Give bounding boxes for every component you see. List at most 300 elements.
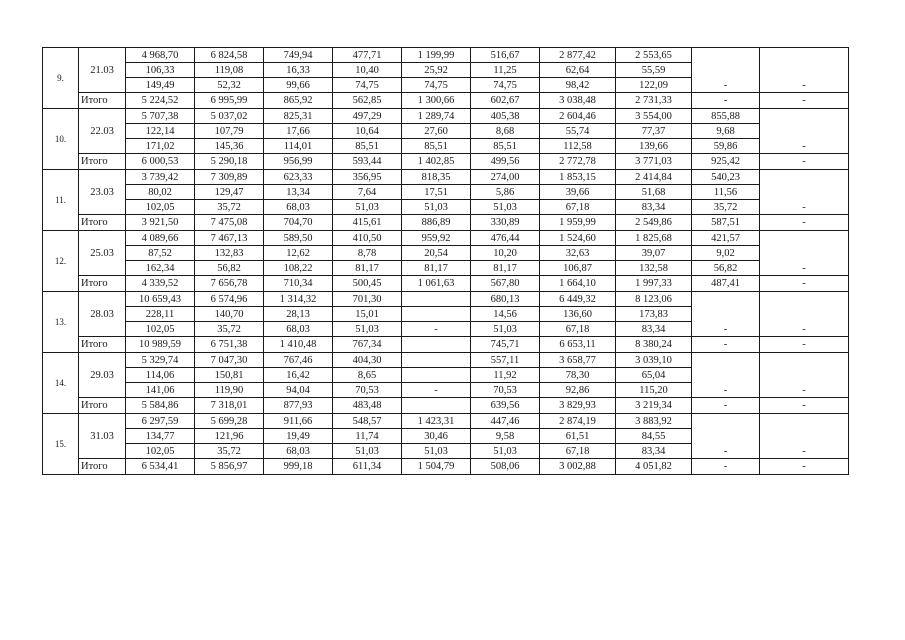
table-cell: 7 467,13: [195, 231, 264, 246]
table-cell: 3 039,10: [616, 353, 692, 368]
table-cell: [760, 124, 849, 139]
total-cell: 999,18: [264, 459, 333, 475]
table-cell: 818,35: [402, 170, 471, 185]
table-cell: 749,94: [264, 48, 333, 63]
table-cell: 30,46: [402, 429, 471, 444]
table-cell: 65,04: [616, 368, 692, 383]
table-cell: 81,17: [402, 261, 471, 276]
total-cell: 877,93: [264, 398, 333, 414]
table-row: [43, 200, 849, 215]
total-cell: 6 653,11: [540, 337, 616, 353]
table-cell: 55,74: [540, 124, 616, 139]
table-cell: 8,68: [471, 124, 540, 139]
total-cell: 508,06: [471, 459, 540, 475]
table-cell: 6 297,59: [126, 414, 195, 429]
table-cell: 7,64: [333, 185, 402, 200]
table-cell: 404,30: [333, 353, 402, 368]
total-cell: 567,80: [471, 276, 540, 292]
table-cell: 557,11: [471, 353, 540, 368]
table-cell: 51,03: [471, 322, 540, 337]
table-cell: 476,44: [471, 231, 540, 246]
table-cell: [760, 368, 849, 383]
total-cell: 415,61: [333, 215, 402, 231]
table-cell: 6 824,58: [195, 48, 264, 63]
table-cell: [692, 414, 760, 429]
table-cell: 78,30: [540, 368, 616, 383]
table-cell: 9,68: [692, 124, 760, 139]
table-cell: 145,36: [195, 139, 264, 154]
total-cell: 3 002,88: [540, 459, 616, 475]
table-row: [43, 139, 849, 154]
table-cell: 67,18: [540, 200, 616, 215]
total-cell: 3 921,50: [126, 215, 195, 231]
table-cell: -: [760, 444, 849, 459]
total-cell: 704,70: [264, 215, 333, 231]
table-cell: 2 414,84: [616, 170, 692, 185]
row-date: 29.03: [79, 353, 126, 398]
table-cell: -: [760, 383, 849, 398]
table-cell: 477,71: [333, 48, 402, 63]
table-row: [43, 322, 849, 337]
table-cell: 94,04: [264, 383, 333, 398]
table-cell: 106,87: [540, 261, 616, 276]
table-cell: 85,51: [471, 139, 540, 154]
table-cell: [692, 429, 760, 444]
table-cell: -: [760, 139, 849, 154]
total-cell: 499,56: [471, 154, 540, 170]
table-cell: 122,09: [616, 78, 692, 93]
table-cell: 121,96: [195, 429, 264, 444]
table-cell: 10,20: [471, 246, 540, 261]
total-cell: 956,99: [264, 154, 333, 170]
table-cell: 516,67: [471, 48, 540, 63]
total-cell: 500,45: [333, 276, 402, 292]
table-cell: 171,02: [126, 139, 195, 154]
table-cell: 68,03: [264, 322, 333, 337]
total-cell: 602,67: [471, 93, 540, 109]
table-cell: 3 554,00: [616, 109, 692, 124]
table-cell: [402, 353, 471, 368]
total-cell: 745,71: [471, 337, 540, 353]
table-row: [43, 383, 849, 398]
table-cell: 68,03: [264, 200, 333, 215]
table-cell: 173,83: [616, 307, 692, 322]
table-cell: 84,55: [616, 429, 692, 444]
table-cell: 51,03: [402, 444, 471, 459]
total-cell: 2 772,78: [540, 154, 616, 170]
table-cell: 102,05: [126, 322, 195, 337]
table-cell: 85,51: [333, 139, 402, 154]
table-cell: 7 047,30: [195, 353, 264, 368]
table-cell: 140,70: [195, 307, 264, 322]
total-row: [43, 398, 849, 414]
total-label: Итого: [79, 93, 126, 109]
table-cell: [760, 185, 849, 200]
table-cell: 6 574,96: [195, 292, 264, 307]
table-cell: 589,50: [264, 231, 333, 246]
table-cell: 13,34: [264, 185, 333, 200]
table-cell: 11,56: [692, 185, 760, 200]
table-cell: 129,47: [195, 185, 264, 200]
row-date: 28.03: [79, 292, 126, 337]
table-cell: [760, 109, 849, 124]
total-cell: 7 318,01: [195, 398, 264, 414]
total-label: Итого: [79, 459, 126, 475]
table-cell: 228,11: [126, 307, 195, 322]
total-cell: 767,34: [333, 337, 402, 353]
table-cell: 51,03: [471, 444, 540, 459]
table-cell: 497,29: [333, 109, 402, 124]
row-number: 13.: [43, 292, 79, 353]
table-cell: 139,66: [616, 139, 692, 154]
table-cell: 701,30: [333, 292, 402, 307]
total-cell: 2 731,33: [616, 93, 692, 109]
table-cell: 107,79: [195, 124, 264, 139]
table-cell: 56,82: [195, 261, 264, 276]
table-cell: 11,25: [471, 63, 540, 78]
total-cell: 5 224,52: [126, 93, 195, 109]
table-cell: 2 553,65: [616, 48, 692, 63]
table-cell: 4 089,66: [126, 231, 195, 246]
table-cell: [402, 368, 471, 383]
total-cell: 4 051,82: [616, 459, 692, 475]
total-row: [43, 337, 849, 353]
table-cell: 1 524,60: [540, 231, 616, 246]
table-cell: 356,95: [333, 170, 402, 185]
total-cell: 562,85: [333, 93, 402, 109]
table-cell: 825,31: [264, 109, 333, 124]
table-cell: 115,20: [616, 383, 692, 398]
table-cell: 59,86: [692, 139, 760, 154]
table-cell: [760, 246, 849, 261]
total-cell: 1 959,99: [540, 215, 616, 231]
table-cell: 68,03: [264, 444, 333, 459]
total-cell: 587,51: [692, 215, 760, 231]
table-row: [43, 246, 849, 261]
table-cell: [692, 353, 760, 368]
row-date: 23.03: [79, 170, 126, 215]
table-cell: 61,51: [540, 429, 616, 444]
total-cell: 639,56: [471, 398, 540, 414]
total-cell: [402, 337, 471, 353]
table-cell: 132,83: [195, 246, 264, 261]
table-cell: 1 825,68: [616, 231, 692, 246]
table-cell: [692, 368, 760, 383]
table-cell: 122,14: [126, 124, 195, 139]
table-cell: [692, 63, 760, 78]
total-label: Итого: [79, 398, 126, 414]
table-cell: 767,46: [264, 353, 333, 368]
table-cell: [760, 231, 849, 246]
table-cell: 3 883,92: [616, 414, 692, 429]
table-cell: 51,68: [616, 185, 692, 200]
total-cell: -: [760, 398, 849, 414]
table-cell: -: [760, 78, 849, 93]
table-cell: -: [402, 383, 471, 398]
row-number: 15.: [43, 414, 79, 475]
row-number: 12.: [43, 231, 79, 292]
table-cell: 119,08: [195, 63, 264, 78]
total-cell: 5 856,97: [195, 459, 264, 475]
table-cell: 959,92: [402, 231, 471, 246]
data-table: [42, 47, 849, 475]
total-row: [43, 276, 849, 292]
table-row: [43, 292, 849, 307]
table-row: [43, 185, 849, 200]
row-number: 9.: [43, 48, 79, 109]
table-cell: [760, 170, 849, 185]
table-cell: -: [692, 383, 760, 398]
total-cell: 1 300,66: [402, 93, 471, 109]
table-row: [43, 124, 849, 139]
total-cell: 6 000,53: [126, 154, 195, 170]
table-cell: 87,52: [126, 246, 195, 261]
table-cell: 51,03: [333, 200, 402, 215]
table-cell: 9,58: [471, 429, 540, 444]
table-cell: 12,62: [264, 246, 333, 261]
table-cell: 51,03: [471, 200, 540, 215]
total-row: [43, 154, 849, 170]
table-cell: 136,60: [540, 307, 616, 322]
total-cell: -: [760, 93, 849, 109]
total-cell: 8 380,24: [616, 337, 692, 353]
table-cell: 106,33: [126, 63, 195, 78]
table-cell: 52,32: [195, 78, 264, 93]
table-cell: 35,72: [195, 444, 264, 459]
table-cell: 81,17: [471, 261, 540, 276]
table-row: [43, 429, 849, 444]
row-number: 10.: [43, 109, 79, 170]
table-cell: 9,02: [692, 246, 760, 261]
total-cell: 593,44: [333, 154, 402, 170]
table-cell: 70,53: [471, 383, 540, 398]
total-cell: 3 219,34: [616, 398, 692, 414]
total-cell: -: [760, 215, 849, 231]
table-cell: 5,86: [471, 185, 540, 200]
table-cell: 55,59: [616, 63, 692, 78]
table-cell: 1 853,15: [540, 170, 616, 185]
table-cell: 4 968,70: [126, 48, 195, 63]
table-cell: 112,58: [540, 139, 616, 154]
total-label: Итого: [79, 154, 126, 170]
table-row: [43, 353, 849, 368]
table-cell: 1 423,31: [402, 414, 471, 429]
table-cell: 35,72: [195, 322, 264, 337]
table-cell: 7 309,89: [195, 170, 264, 185]
table-cell: 15,01: [333, 307, 402, 322]
total-cell: -: [692, 459, 760, 475]
table-cell: 162,34: [126, 261, 195, 276]
table-cell: 540,23: [692, 170, 760, 185]
table-row: [43, 368, 849, 383]
table-cell: 119,90: [195, 383, 264, 398]
table-cell: 134,77: [126, 429, 195, 444]
table-cell: -: [692, 78, 760, 93]
row-date: 31.03: [79, 414, 126, 459]
table-cell: 680,13: [471, 292, 540, 307]
row-number: 11.: [43, 170, 79, 231]
row-date: 21.03: [79, 48, 126, 93]
table-cell: 67,18: [540, 444, 616, 459]
table-cell: 19,49: [264, 429, 333, 444]
table-cell: 39,07: [616, 246, 692, 261]
total-cell: 1 061,63: [402, 276, 471, 292]
table-cell: 108,22: [264, 261, 333, 276]
table-cell: [402, 307, 471, 322]
total-cell: 1 664,10: [540, 276, 616, 292]
table-cell: 141,06: [126, 383, 195, 398]
total-cell: -: [760, 337, 849, 353]
total-cell: 330,89: [471, 215, 540, 231]
total-cell: 10 989,59: [126, 337, 195, 353]
total-cell: 4 339,52: [126, 276, 195, 292]
table-cell: 56,82: [692, 261, 760, 276]
table-cell: [760, 414, 849, 429]
table-cell: 5 329,74: [126, 353, 195, 368]
table-cell: 17,51: [402, 185, 471, 200]
table-cell: 83,34: [616, 444, 692, 459]
table-cell: 35,72: [692, 200, 760, 215]
total-cell: 1 997,33: [616, 276, 692, 292]
table-cell: 1 314,32: [264, 292, 333, 307]
table-cell: -: [692, 322, 760, 337]
table-cell: 62,64: [540, 63, 616, 78]
table-row: [43, 261, 849, 276]
table-cell: 8,78: [333, 246, 402, 261]
table-cell: 3 739,42: [126, 170, 195, 185]
table-cell: 92,86: [540, 383, 616, 398]
total-cell: 3 038,48: [540, 93, 616, 109]
table-cell: -: [402, 322, 471, 337]
table-cell: 2 877,42: [540, 48, 616, 63]
table-cell: -: [760, 200, 849, 215]
total-cell: 710,34: [264, 276, 333, 292]
table-cell: 114,06: [126, 368, 195, 383]
table-cell: [760, 429, 849, 444]
table-cell: 10,64: [333, 124, 402, 139]
table-cell: 51,03: [333, 444, 402, 459]
table-cell: 11,74: [333, 429, 402, 444]
table-cell: 74,75: [471, 78, 540, 93]
table-cell: -: [760, 322, 849, 337]
table-cell: 25,92: [402, 63, 471, 78]
row-date: 22.03: [79, 109, 126, 154]
table-row: [43, 307, 849, 322]
total-cell: 3 829,93: [540, 398, 616, 414]
table-cell: [692, 292, 760, 307]
table-cell: 421,57: [692, 231, 760, 246]
total-cell: [402, 398, 471, 414]
table-cell: 51,03: [402, 200, 471, 215]
table-cell: 1 199,99: [402, 48, 471, 63]
total-cell: 925,42: [692, 154, 760, 170]
total-cell: -: [692, 398, 760, 414]
table-cell: 85,51: [402, 139, 471, 154]
total-cell: 483,48: [333, 398, 402, 414]
table-cell: 39,66: [540, 185, 616, 200]
total-label: Итого: [79, 337, 126, 353]
table-cell: [760, 48, 849, 63]
total-cell: 5 584,86: [126, 398, 195, 414]
table-cell: 83,34: [616, 200, 692, 215]
table-cell: 80,02: [126, 185, 195, 200]
total-cell: 886,89: [402, 215, 471, 231]
table-cell: 6 449,32: [540, 292, 616, 307]
table-cell: -: [760, 261, 849, 276]
table-cell: 5 037,02: [195, 109, 264, 124]
table-cell: 405,38: [471, 109, 540, 124]
table-cell: 150,81: [195, 368, 264, 383]
total-row: [43, 93, 849, 109]
table-row: [43, 63, 849, 78]
table-cell: 3 658,77: [540, 353, 616, 368]
table-cell: -: [692, 444, 760, 459]
table-cell: 16,33: [264, 63, 333, 78]
total-cell: 6 995,99: [195, 93, 264, 109]
table-cell: 20,54: [402, 246, 471, 261]
table-cell: 51,03: [333, 322, 402, 337]
table-cell: 81,17: [333, 261, 402, 276]
table-cell: 1 289,74: [402, 109, 471, 124]
table-cell: 28,13: [264, 307, 333, 322]
total-row: [43, 215, 849, 231]
table-cell: 32,63: [540, 246, 616, 261]
table-row: [43, 444, 849, 459]
table-cell: 8 123,06: [616, 292, 692, 307]
row-number: 14.: [43, 353, 79, 414]
table-cell: 77,37: [616, 124, 692, 139]
total-cell: 6 751,38: [195, 337, 264, 353]
table-cell: 98,42: [540, 78, 616, 93]
table-cell: 10 659,43: [126, 292, 195, 307]
table-cell: 17,66: [264, 124, 333, 139]
table-row: [43, 78, 849, 93]
table-cell: 447,46: [471, 414, 540, 429]
table-cell: [760, 63, 849, 78]
table-cell: 27,60: [402, 124, 471, 139]
table-cell: 11,92: [471, 368, 540, 383]
table-cell: 74,75: [333, 78, 402, 93]
table-cell: 10,40: [333, 63, 402, 78]
table-cell: 74,75: [402, 78, 471, 93]
total-row: [43, 459, 849, 475]
table-cell: 149,49: [126, 78, 195, 93]
total-cell: 2 549,86: [616, 215, 692, 231]
table-cell: [692, 307, 760, 322]
total-label: Итого: [79, 276, 126, 292]
table-cell: 132,58: [616, 261, 692, 276]
table-cell: [760, 353, 849, 368]
table-row: [43, 170, 849, 185]
table-cell: 83,34: [616, 322, 692, 337]
table-cell: 2 874,19: [540, 414, 616, 429]
table-cell: [402, 292, 471, 307]
table-cell: 855,88: [692, 109, 760, 124]
total-cell: -: [692, 337, 760, 353]
table-cell: [760, 307, 849, 322]
table-cell: 8,65: [333, 368, 402, 383]
table-cell: [760, 292, 849, 307]
total-cell: 7 475,08: [195, 215, 264, 231]
total-cell: -: [692, 93, 760, 109]
table-cell: 16,42: [264, 368, 333, 383]
table-cell: 911,66: [264, 414, 333, 429]
total-cell: 487,41: [692, 276, 760, 292]
table-row: [43, 414, 849, 429]
total-cell: -: [760, 154, 849, 170]
table-cell: 14,56: [471, 307, 540, 322]
table-cell: 67,18: [540, 322, 616, 337]
